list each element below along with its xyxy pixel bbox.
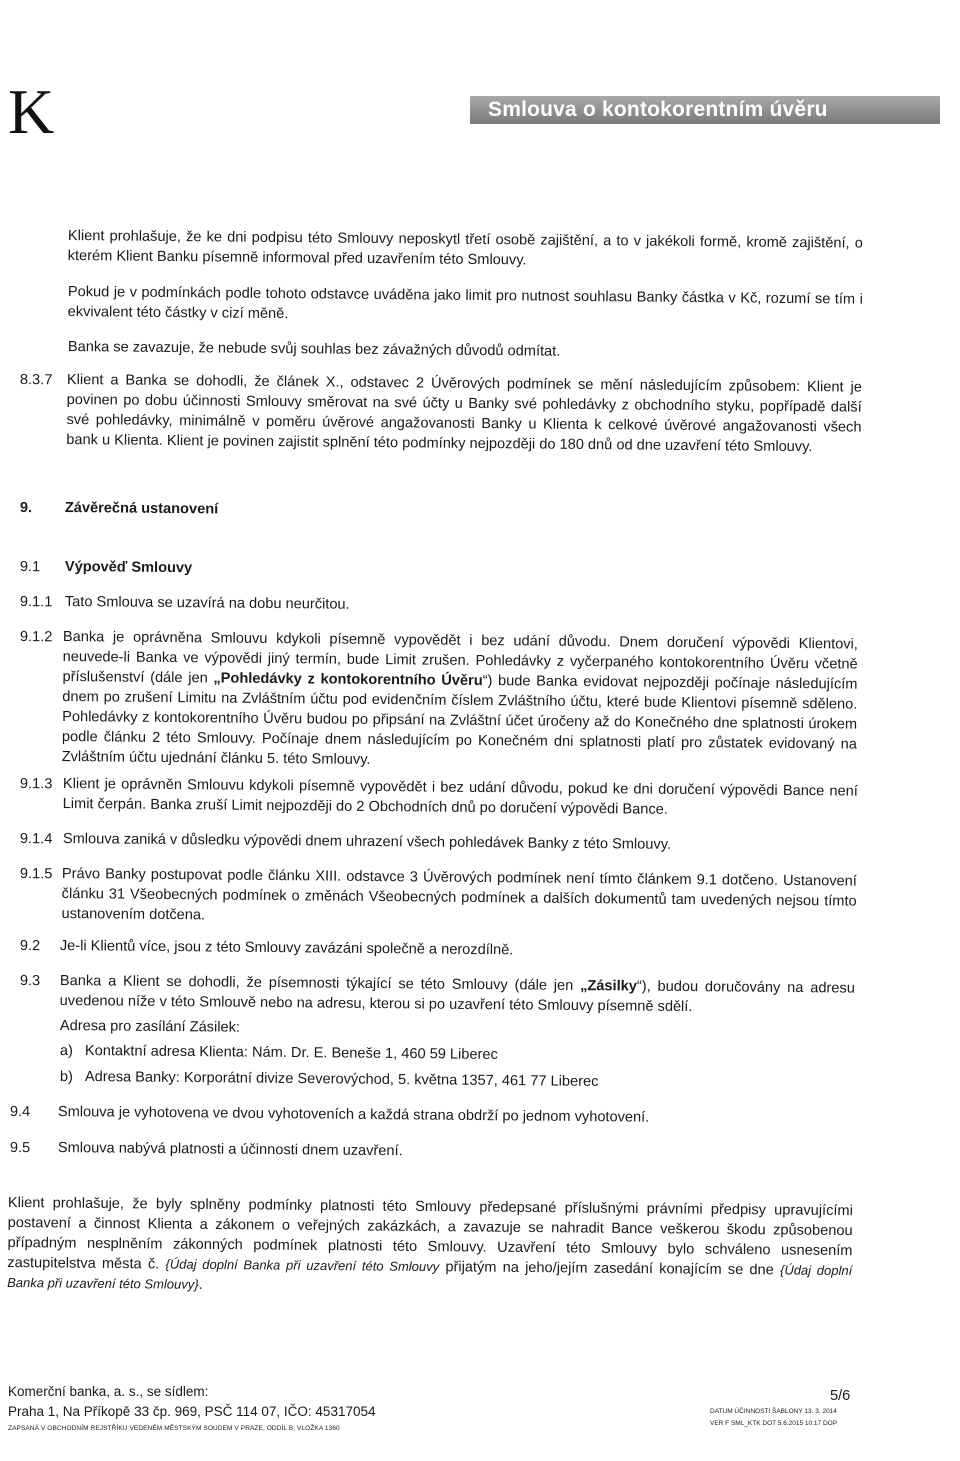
section-9-title: Závěrečná ustanovení [64,499,219,518]
section-9-number: 9. [19,499,33,517]
paragraph-intro-2: Pokud je v podmínkách podle tohoto odstavce uváděna jako limit pro nutnost souhlasu Banky částka v Kč, rozumí se tím i ekvivalent této částky v cizí měně. [67,283,863,323]
paragraph-intro-1: Klient prohlašuje, že ke dni podpisu této Smlouvy neposkytl třetí osobě zajištění, a to v jakékoli formě, kromě zajištění, o kterém Klient Banku písemně informoval před uzavřením této Smlouvy. [67,227,863,269]
section-9-1-1-number: 9.1.1 [19,593,53,611]
section-9-1-3-number: 9.1.3 [19,775,53,793]
section-8-3-7-text: Klient a Banka se dohodli, že článek X., odstavec 2 Úvěrových podmínek se mění následujícím způsobem: Klient je povinen po dobu účinnosti Smlouvy směrovat na své účty u Banky své pohledávky z obchodního styku, popřípadě další své pohledávky, minimálně v poměru úvěrové angažovanosti Banky u Klienta k celkové úvěrové angažovanosti všech bank u Klienta. Klient je povinen zajistit splnění této podmínky nejpozději do 180 dnů od dne uzavření této Smlouvy. [66,371,862,456]
section-9-1-2-number: 9.1.2 [19,628,53,646]
footer-template-date: DATUM ÚČINNOSTI ŠABLONY 13. 3. 2014 [710,1408,837,1415]
section-9-1-4-number: 9.1.4 [19,830,53,848]
section-9-2-text: Je-li Klientů více, jsou z této Smlouvy zavázáni společně a nerozdílně. [59,937,514,959]
footer-address: Praha 1, Na Příkopě 33 čp. 969, PSČ 114 07, IČO: 45317054 [8,1404,376,1419]
bank-address: Adresa Banky: Korporátní divize Severovýchod, 5. května 1357, 461 77 Liberec [84,1068,599,1090]
section-9-3-text: Banka a Klient se dohodli, že písemnosti týkající se této Smlouvy (dále jen „Zásilky“), budou doručovány na adresu uvedenou níže v této Smlouvě nebo na adresu, kterou si po uzavření této Smlouvy písemně sdělí. [59,972,855,1016]
section-9-1-2-text: Banka je oprávněna Smlouvu kdykoli písemně vypovědět i bez udání důvodu. Dnem doručení výpovědi Klientovi, neuvede-li Banka ve výpovědi jiný termín, bude Limit zrušen. Pohledávky z vyčerpaného kontokorentního Úvěru včetně příslušenství (dále jen „Pohledávky z kontokorentního Úvěru“) bude Banka evidovat nejpozději počínaje následujícím dnem po zrušení Limitu na Zvláštním účtu pod evidenčním číslem Zvláštního účtu, které bude Klientovi písemně sděleno. Pohledávky z kontokorentního Úvěru budou po připsání na Zvláštní účet úročeny až do Konečného dne splatnosti úrokem podle článku 2 této Smlouvy. Počínaje dnem následujícím po Konečném dni splatnosti platí pro zůstatek evidovaný na Zvláštním účtu ujednání článku 5. této Smlouvy. [61,628,858,768]
section-9-4-text: Smlouva je vyhotovena ve dvou vyhotoveních a každá strana obdrží po jednom vyhotovení. [57,1103,650,1126]
section-9-2-number: 9.2 [19,937,41,955]
footer-company: Komerční banka, a. s., se sídlem: [8,1384,209,1399]
footer-version: VER F SML_KTK DOT 5.6.2015 10:17 DOP [710,1420,838,1427]
section-9-5-text: Smlouva nabývá platnosti a účinnosti dnem uzavření. [57,1139,403,1160]
paragraph-intro-3: Banka se zavazuje, že nebude svůj souhlas bez závažných důvodů odmítat. [67,338,561,360]
section-9-3-number: 9.3 [19,972,41,990]
section-9-1-number: 9.1 [19,558,41,576]
section-number-8-3-7: 8.3.7 [19,371,53,389]
section-9-1-3-text: Klient je oprávněn Smlouvu kdykoli písemně vypovědět i bez udání důvodu, pokud ke dni doručení výpovědi Bance není Limit čerpán. Banka zruší Limit nejpozději do 2 Obchodních dnů po doručení výpovědi Bance. [62,775,858,818]
section-9-1-5-text: Právo Banky postupovat podle článku XIII. odstavce 3 Úvěrových podmínek není tímto článkem 9.1 dotčeno. Ustanovení článku 31 Všeobecných podmínek o změnách Všeobecných podmínek a dalších dokumentů tam uvedených nejsou tímto ustanovením dotčena. [61,865,857,924]
section-9-1-5-number: 9.1.5 [19,865,53,883]
section-9-1-title: Výpověď Smlouvy [64,558,193,577]
kb-logo: K [8,76,55,147]
closing-declaration: Klient prohlašuje, že byly splněny podmínky platnosti této Smlouvy předepsané příslušnými právními předpisy upravujícími postavení a činnost Klienta a zákonem o veřejných zakázkách, a zavazuje se nahradit Bance veškerou škodu způsobenou případným nesplněním zákonných podmínek platnosti této Smlouvy. Uzavření této Smlouvy bylo schváleno usnesením zastupitelstva města č. {Údaj doplní Banka při uzavření této Smlouvy přijatým na jeho/jejím zasedání konajícím se dne {Údaj doplní Banka při uzavření této Smlouvy}. [7,1194,853,1293]
address-a-marker: a) [59,1042,73,1060]
section-9-1-1-text: Tato Smlouva se uzavírá na dobu neurčitou. [64,593,350,613]
section-9-4-number: 9.4 [9,1103,31,1121]
delivery-address-label: Adresa pro zasílání Zásilek: [59,1017,241,1036]
footer-registry: ZAPSANÁ V OBCHODNÍM REJSTŘÍKU VEDENÉM MĚSTSKÝM SOUDEM V PRAZE, ODDÍL B, VLOŽKA 1360 [8,1425,340,1432]
document-title-banner: Smlouva o kontokorentním úvěru [470,96,940,124]
section-9-1-4-text: Smlouva zaniká v důsledku výpovědi dnem uhrazení všech pohledávek Banky z této Smlouvy. [62,830,672,853]
address-b-marker: b) [59,1068,73,1086]
section-9-5-number: 9.5 [9,1139,31,1157]
page-number: 5/6 [830,1388,851,1404]
client-contact-address: Kontaktní adresa Klienta: Nám. Dr. E. Beneše 1, 460 59 Liberec [84,1042,498,1063]
